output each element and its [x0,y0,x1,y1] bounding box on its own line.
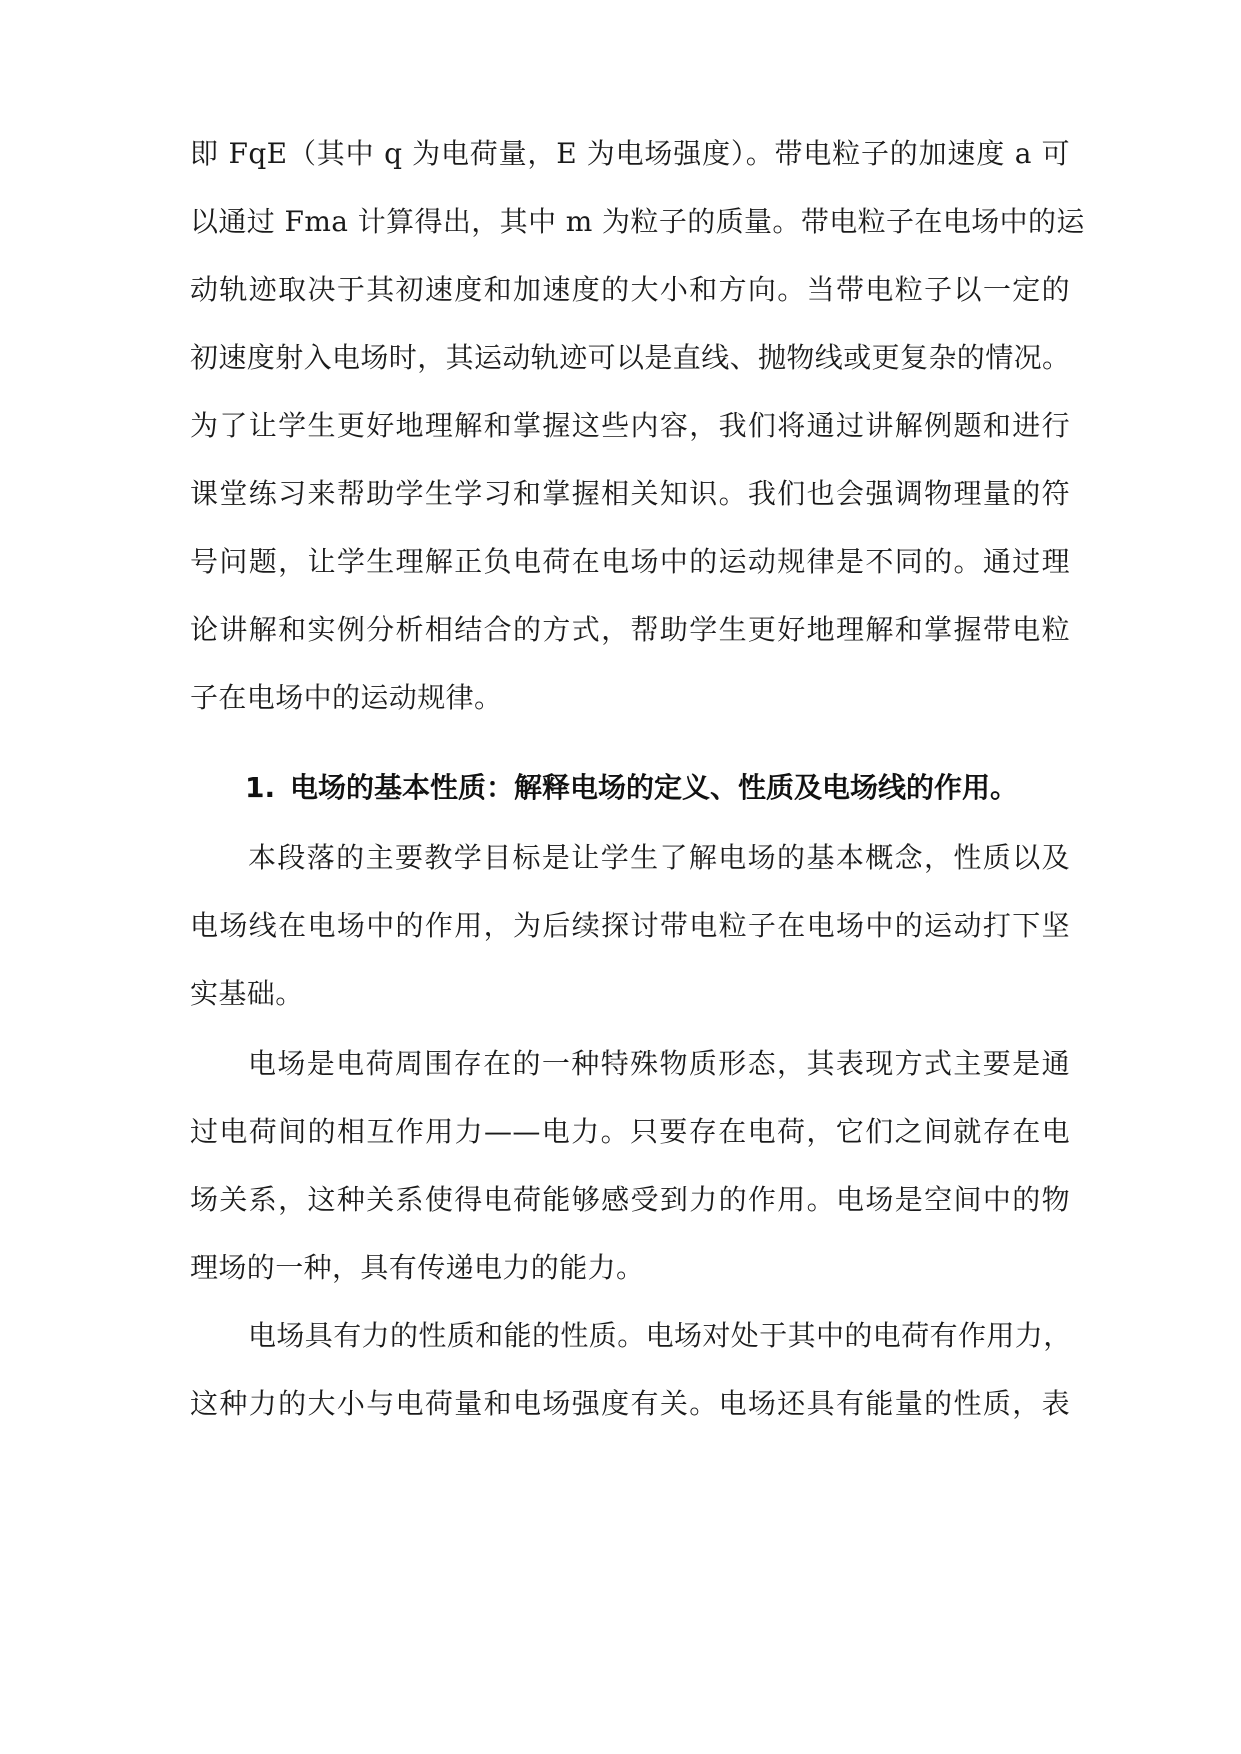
para1-line-3: 实基础。 [190,977,304,1010]
para2-line-3: 场关系，这种关系使得电荷能够感受到力的作用。电场是空间中的物 [190,1183,1070,1216]
section-number: 1. [245,771,276,804]
intro-line-1: 即 FqE（其中 q 为电荷量，E 为电场强度）。带电粒子的加速度 a 可 [190,137,1070,170]
section-title: 电场的基本性质：解释电场的定义、性质及电场线的作用。 [290,771,1019,804]
intro-line-4: 初速度射入电场时，其运动轨迹可以是直线、抛物线或更复杂的情况。 [190,341,1071,374]
para3-line-1: 电场具有力的性质和能的性质。电场对处于其中的电荷有作用力， [248,1319,1072,1352]
section-heading [245,764,1075,812]
para2-line-4: 理场的一种，具有传递电力的能力。 [190,1251,645,1284]
para2-line-2: 过电荷间的相互作用力——电力。只要存在电荷，它们之间就存在电 [190,1115,1070,1148]
intro-line-7: 号问题，让学生理解正负电荷在电场中的运动规律是不同的。通过理 [190,545,1070,578]
para3-line-2: 这种力的大小与电荷量和电场强度有关。电场还具有能量的性质，表 [190,1387,1070,1420]
intro-line-5: 为了让学生更好地理解和掌握这些内容，我们将通过讲解例题和进行 [190,409,1070,442]
para2-line-1: 电场是电荷周围存在的一种特殊物质形态，其表现方式主要是通 [248,1047,1070,1080]
intro-line-2: 以通过 Fma 计算得出，其中 m 为粒子的质量。带电粒子在电场中的运 [190,205,1085,238]
intro-line-9: 子在电场中的运动规律。 [190,681,503,714]
para1-line-1: 本段落的主要教学目标是让学生了解电场的基本概念，性质以及 [248,841,1070,874]
intro-line-6: 课堂练习来帮助学生学习和掌握相关知识。我们也会强调物理量的符 [190,477,1070,510]
intro-line-3: 动轨迹取决于其初速度和加速度的大小和方向。当带电粒子以一定的 [190,273,1070,306]
intro-line-8: 论讲解和实例分析相结合的方式，帮助学生更好地理解和掌握带电粒 [190,613,1070,646]
para1-line-2: 电场线在电场中的作用，为后续探讨带电粒子在电场中的运动打下坚 [190,909,1070,942]
